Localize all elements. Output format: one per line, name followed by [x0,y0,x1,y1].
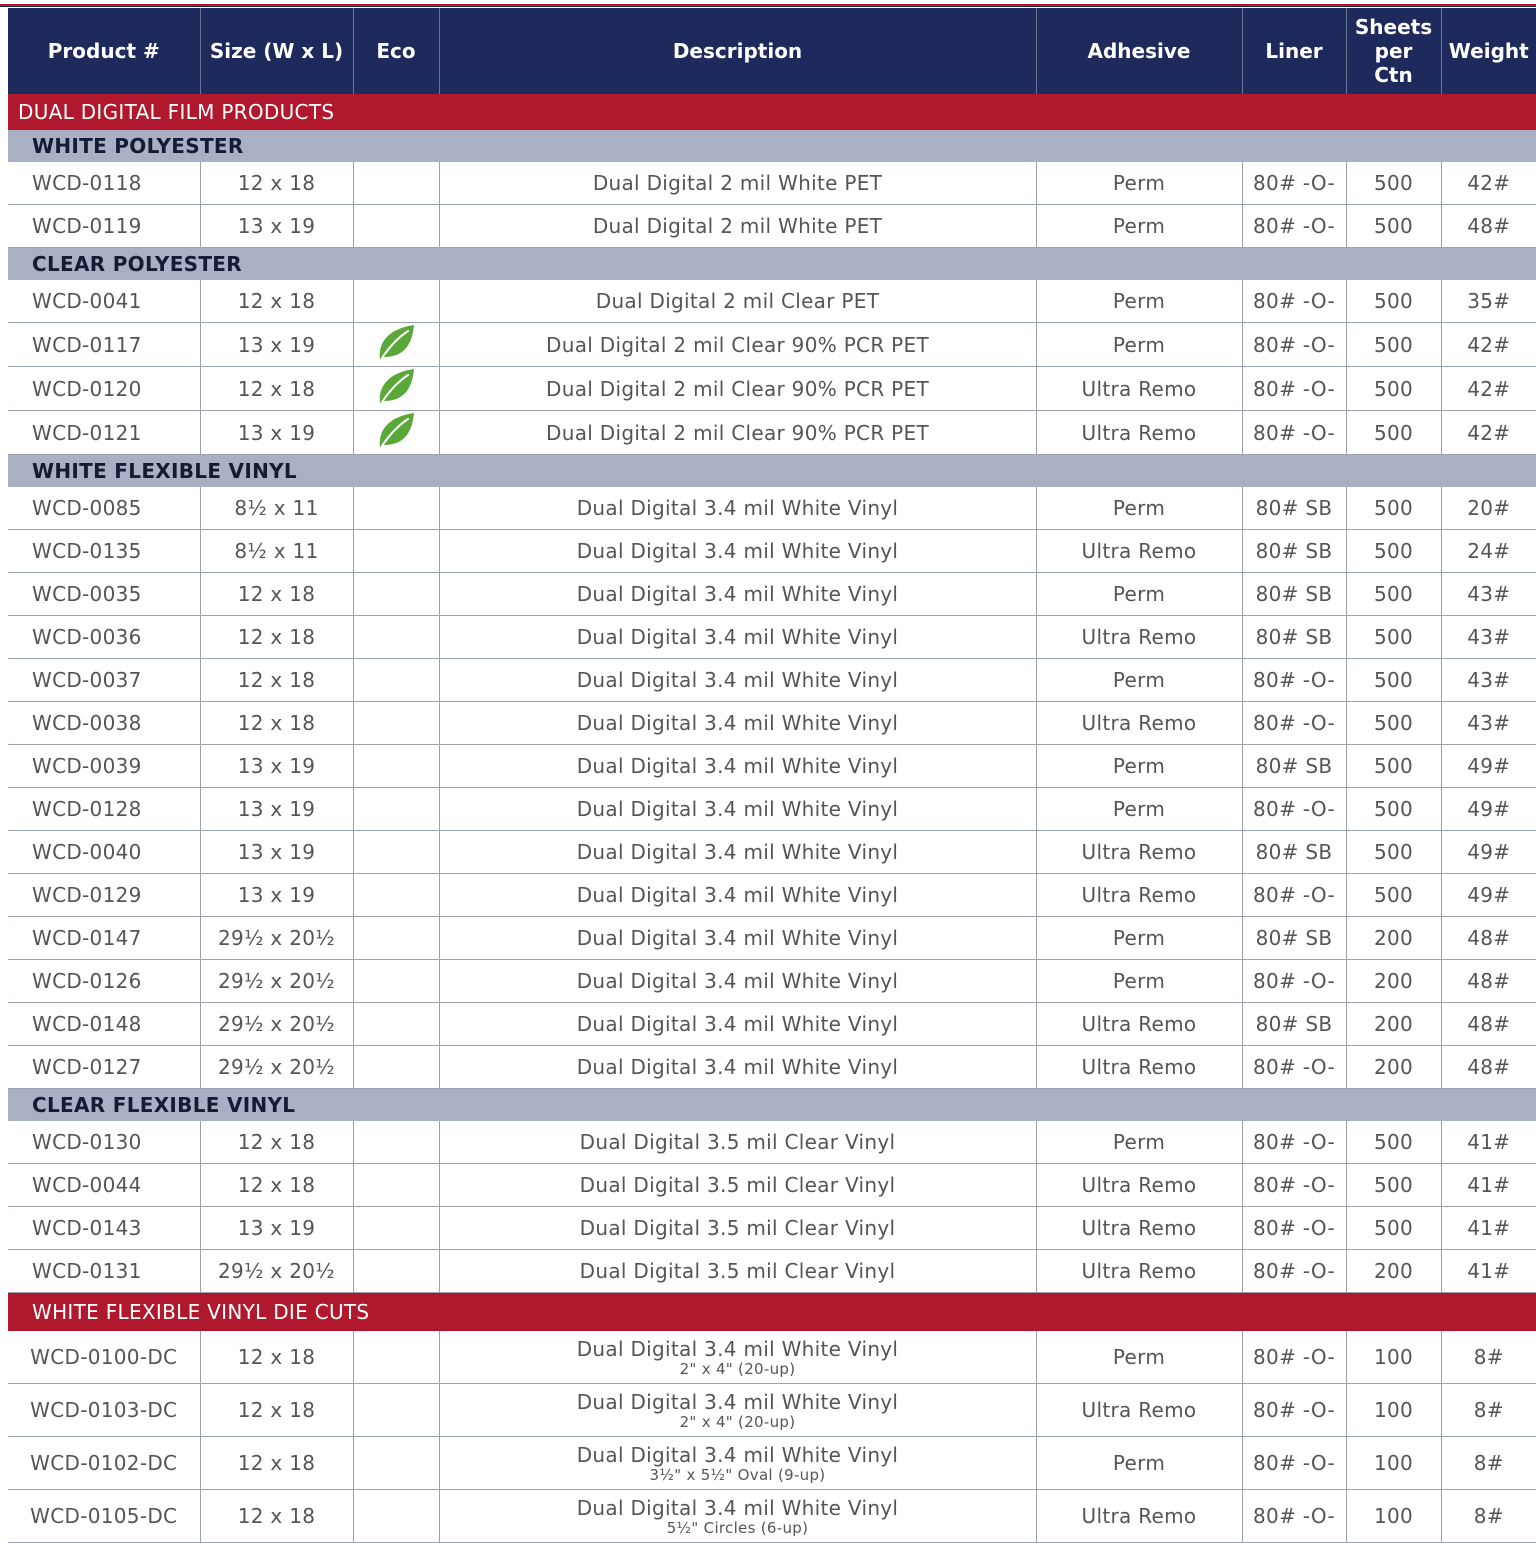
weight-cell: 48# [1441,205,1536,248]
size-cell: 29½ x 20½ [200,1046,353,1089]
description-main: Dual Digital 3.4 mil White Vinyl [576,1496,899,1520]
table-row [8,323,1536,367]
sheets-cell: 500 [1346,616,1441,659]
adhesive-cell: Perm [1036,573,1242,616]
subcategory-row [8,130,1536,162]
liner-cell: 80# SB [1242,616,1346,659]
sheets-cell: 500 [1346,1121,1441,1164]
product-cell: WCD-0100-DC [8,1331,200,1384]
adhesive-cell: Ultra Remo [1036,874,1242,917]
size-cell: 13 x 19 [200,411,353,455]
liner-cell: 80# -O- [1242,323,1346,367]
sheets-cell: 500 [1346,573,1441,616]
description-detail: 2" x 4" (20-up) [679,1413,796,1431]
description-cell: Dual Digital 3.4 mil White Vinyl [439,487,1036,530]
product-cell: WCD-0037 [8,659,200,702]
table-row [8,788,1536,831]
product-cell: WCD-0143 [8,1207,200,1250]
product-cell: WCD-0119 [8,205,200,248]
weight-cell: 24# [1441,530,1536,573]
liner-cell: 80# -O- [1242,1164,1346,1207]
table-row [8,411,1536,455]
table-row [8,573,1536,616]
weight-cell: 42# [1441,367,1536,411]
sheets-cell: 500 [1346,745,1441,788]
sheets-cell: 500 [1346,831,1441,874]
col-header-adhesive: Adhesive [1036,8,1242,94]
weight-cell: 49# [1441,874,1536,917]
eco-cell [353,874,439,917]
description-cell: Dual Digital 3.4 mil White Vinyl [439,788,1036,831]
adhesive-cell: Perm [1036,1437,1242,1490]
size-cell: 29½ x 20½ [200,1003,353,1046]
col-header-description: Description [439,8,1036,94]
description-main: Dual Digital 3.4 mil White Vinyl [576,1443,899,1467]
liner-cell: 80# -O- [1242,411,1346,455]
weight-cell: 20# [1441,487,1536,530]
eco-cell [353,323,439,367]
product-cell: WCD-0121 [8,411,200,455]
description-cell: Dual Digital 2 mil White PET [439,162,1036,205]
sheets-cell: 100 [1346,1437,1441,1490]
size-cell: 12 x 18 [200,162,353,205]
eco-cell [353,1164,439,1207]
table-row [8,1207,1536,1250]
weight-cell: 49# [1441,788,1536,831]
weight-cell: 41# [1441,1250,1536,1293]
product-cell: WCD-0130 [8,1121,200,1164]
liner-cell: 80# SB [1242,573,1346,616]
sheets-cell: 500 [1346,367,1441,411]
product-cell: WCD-0103-DC [8,1384,200,1437]
adhesive-cell: Perm [1036,205,1242,248]
eco-cell [353,1384,439,1437]
size-cell: 29½ x 20½ [200,917,353,960]
table-row [8,1164,1536,1207]
product-cell: WCD-0126 [8,960,200,1003]
liner-cell: 80# -O- [1242,1121,1346,1164]
category-row [8,1293,1536,1332]
size-cell: 12 x 18 [200,659,353,702]
liner-cell: 80# SB [1242,831,1346,874]
table-row [8,1121,1536,1164]
product-table [8,8,1536,1543]
col-header-weight: Weight [1441,8,1536,94]
eco-cell [353,1207,439,1250]
size-cell: 12 x 18 [200,1384,353,1437]
col-header-size: Size (W x L) [200,8,353,94]
size-cell: 12 x 18 [200,1490,353,1543]
table-row [8,702,1536,745]
description-cell [439,1331,1036,1384]
sheets-cell: 200 [1346,960,1441,1003]
table-row [8,745,1536,788]
product-cell: WCD-0044 [8,1164,200,1207]
liner-cell: 80# -O- [1242,1437,1346,1490]
weight-cell: 42# [1441,411,1536,455]
top-rule-blue [0,6,1536,7]
product-cell: WCD-0117 [8,323,200,367]
table-row [8,616,1536,659]
product-cell: WCD-0040 [8,831,200,874]
weight-cell: 48# [1441,960,1536,1003]
product-cell: WCD-0102-DC [8,1437,200,1490]
adhesive-cell: Perm [1036,659,1242,702]
liner-cell: 80# -O- [1242,1490,1346,1543]
table-header-row [8,8,1536,94]
size-cell: 12 x 18 [200,1437,353,1490]
adhesive-cell: Perm [1036,280,1242,323]
size-cell: 12 x 18 [200,280,353,323]
eco-cell [353,411,439,455]
product-cell: WCD-0147 [8,917,200,960]
col-header-eco: Eco [353,8,439,94]
subcategory-row [8,455,1536,488]
sheets-cell: 500 [1346,788,1441,831]
eco-cell [353,487,439,530]
description-main: Dual Digital 3.4 mil White Vinyl [576,1390,899,1414]
product-cell: WCD-0129 [8,874,200,917]
table-row [8,874,1536,917]
table-row [8,960,1536,1003]
adhesive-cell: Ultra Remo [1036,1207,1242,1250]
description-cell: Dual Digital 3.4 mil White Vinyl [439,960,1036,1003]
size-cell: 12 x 18 [200,1331,353,1384]
eco-cell [353,1437,439,1490]
adhesive-cell: Ultra Remo [1036,1490,1242,1543]
size-cell: 13 x 19 [200,323,353,367]
weight-cell: 8# [1441,1331,1536,1384]
size-cell: 13 x 19 [200,874,353,917]
product-cell: WCD-0041 [8,280,200,323]
table-row [8,1437,1536,1490]
adhesive-cell: Perm [1036,1331,1242,1384]
weight-cell: 43# [1441,573,1536,616]
description-cell: Dual Digital 3.4 mil White Vinyl [439,616,1036,659]
description-cell [439,1437,1036,1490]
liner-cell: 80# -O- [1242,1331,1346,1384]
weight-cell: 48# [1441,1003,1536,1046]
weight-cell: 48# [1441,917,1536,960]
description-detail: 2" x 4" (20-up) [679,1360,796,1378]
size-cell: 13 x 19 [200,831,353,874]
description-cell: Dual Digital 2 mil Clear PET [439,280,1036,323]
leaf-icon [376,367,416,410]
sheets-cell: 500 [1346,162,1441,205]
liner-cell: 80# -O- [1242,1046,1346,1089]
sheets-cell: 200 [1346,917,1441,960]
weight-cell: 43# [1441,702,1536,745]
weight-cell: 43# [1441,616,1536,659]
table-row [8,367,1536,411]
liner-cell: 80# SB [1242,745,1346,788]
col-header-product: Product # [8,8,200,94]
size-cell: 29½ x 20½ [200,960,353,1003]
weight-cell: 41# [1441,1121,1536,1164]
description-cell: Dual Digital 3.4 mil White Vinyl [439,702,1036,745]
liner-cell: 80# -O- [1242,1250,1346,1293]
description-cell: Dual Digital 3.4 mil White Vinyl [439,745,1036,788]
description-detail: 3½" x 5½" Oval (9-up) [649,1466,826,1484]
liner-cell: 80# -O- [1242,367,1346,411]
table-row [8,917,1536,960]
weight-cell: 48# [1441,1046,1536,1089]
product-cell: WCD-0085 [8,487,200,530]
adhesive-cell: Perm [1036,745,1242,788]
liner-cell: 80# -O- [1242,1384,1346,1437]
table-row [8,659,1536,702]
description-cell: Dual Digital 3.4 mil White Vinyl [439,917,1036,960]
size-cell: 12 x 18 [200,702,353,745]
eco-cell [353,280,439,323]
sheets-cell: 500 [1346,659,1441,702]
table-body [8,94,1536,1543]
eco-cell [353,1490,439,1543]
product-cell: WCD-0120 [8,367,200,411]
table-row [8,530,1536,573]
subcategory-label: WHITE POLYESTER [8,130,1536,162]
liner-cell: 80# -O- [1242,162,1346,205]
description-cell: Dual Digital 2 mil Clear 90% PCR PET [439,367,1036,411]
product-cell: WCD-0036 [8,616,200,659]
weight-cell: 42# [1441,162,1536,205]
product-cell: WCD-0039 [8,745,200,788]
product-cell: WCD-0035 [8,573,200,616]
table-row [8,1384,1536,1437]
description-cell: Dual Digital 2 mil White PET [439,205,1036,248]
description-cell: Dual Digital 3.4 mil White Vinyl [439,530,1036,573]
size-cell: 13 x 19 [200,745,353,788]
col-header-sheets: Sheets per Ctn [1346,8,1441,94]
adhesive-cell: Perm [1036,323,1242,367]
eco-cell [353,702,439,745]
col-header-liner: Liner [1242,8,1346,94]
liner-cell: 80# -O- [1242,702,1346,745]
size-cell: 13 x 19 [200,205,353,248]
size-cell: 8½ x 11 [200,487,353,530]
eco-cell [353,1046,439,1089]
description-cell: Dual Digital 3.5 mil Clear Vinyl [439,1207,1036,1250]
adhesive-cell: Ultra Remo [1036,1046,1242,1089]
table-row [8,487,1536,530]
adhesive-cell: Perm [1036,917,1242,960]
adhesive-cell: Perm [1036,788,1242,831]
subcategory-label: CLEAR POLYESTER [8,248,1536,281]
sheets-cell: 500 [1346,411,1441,455]
product-cell: WCD-0038 [8,702,200,745]
adhesive-cell: Perm [1036,162,1242,205]
size-cell: 12 x 18 [200,1164,353,1207]
eco-cell [353,831,439,874]
eco-cell [353,788,439,831]
size-cell: 12 x 18 [200,616,353,659]
liner-cell: 80# -O- [1242,960,1346,1003]
subcategory-row [8,1089,1536,1122]
size-cell: 13 x 19 [200,1207,353,1250]
description-cell: Dual Digital 3.5 mil Clear Vinyl [439,1164,1036,1207]
sheets-cell: 500 [1346,530,1441,573]
liner-cell: 80# SB [1242,487,1346,530]
sheets-cell: 100 [1346,1331,1441,1384]
sheets-cell: 500 [1346,323,1441,367]
table-row [8,1331,1536,1384]
adhesive-cell: Ultra Remo [1036,1003,1242,1046]
adhesive-cell: Ultra Remo [1036,530,1242,573]
description-main: Dual Digital 3.4 mil White Vinyl [576,1337,899,1361]
liner-cell: 80# -O- [1242,1207,1346,1250]
sheets-cell: 200 [1346,1046,1441,1089]
table-row [8,162,1536,205]
weight-cell: 42# [1441,323,1536,367]
eco-cell [353,530,439,573]
subcategory-row [8,248,1536,281]
weight-cell: 49# [1441,745,1536,788]
eco-cell [353,1331,439,1384]
adhesive-cell: Perm [1036,960,1242,1003]
eco-cell [353,1003,439,1046]
table-row [8,205,1536,248]
weight-cell: 41# [1441,1164,1536,1207]
eco-cell [353,659,439,702]
adhesive-cell: Ultra Remo [1036,411,1242,455]
description-cell: Dual Digital 3.5 mil Clear Vinyl [439,1121,1036,1164]
description-detail: 5½" Circles (6-up) [666,1519,809,1537]
sheets-cell: 500 [1346,205,1441,248]
product-cell: WCD-0127 [8,1046,200,1089]
size-cell: 12 x 18 [200,1121,353,1164]
eco-cell [353,1121,439,1164]
eco-cell [353,960,439,1003]
leaf-icon [376,323,416,366]
sheets-cell: 100 [1346,1490,1441,1543]
adhesive-cell: Ultra Remo [1036,1250,1242,1293]
description-cell: Dual Digital 3.4 mil White Vinyl [439,573,1036,616]
liner-cell: 80# -O- [1242,788,1346,831]
liner-cell: 80# SB [1242,530,1346,573]
size-cell: 29½ x 20½ [200,1250,353,1293]
weight-cell: 8# [1441,1437,1536,1490]
weight-cell: 8# [1441,1490,1536,1543]
sheets-cell: 200 [1346,1003,1441,1046]
sheets-cell: 100 [1346,1384,1441,1437]
adhesive-cell: Ultra Remo [1036,367,1242,411]
size-cell: 8½ x 11 [200,530,353,573]
product-cell: WCD-0135 [8,530,200,573]
eco-cell [353,917,439,960]
table-row [8,1490,1536,1543]
description-cell: Dual Digital 2 mil Clear 90% PCR PET [439,411,1036,455]
size-cell: 12 x 18 [200,573,353,616]
description-cell: Dual Digital 2 mil Clear 90% PCR PET [439,323,1036,367]
liner-cell: 80# SB [1242,1003,1346,1046]
sheets-cell: 500 [1346,1207,1441,1250]
table-row [8,831,1536,874]
description-cell: Dual Digital 3.4 mil White Vinyl [439,1046,1036,1089]
eco-cell [353,573,439,616]
eco-cell [353,745,439,788]
adhesive-cell: Perm [1036,487,1242,530]
description-cell: Dual Digital 3.4 mil White Vinyl [439,1003,1036,1046]
adhesive-cell: Ultra Remo [1036,616,1242,659]
product-cell: WCD-0128 [8,788,200,831]
description-cell: Dual Digital 3.4 mil White Vinyl [439,874,1036,917]
leaf-icon [376,411,416,454]
subcategory-label: CLEAR FLEXIBLE VINYL [8,1089,1536,1122]
size-cell: 12 x 18 [200,367,353,411]
size-cell: 13 x 19 [200,788,353,831]
weight-cell: 8# [1441,1384,1536,1437]
top-rule [0,0,1536,7]
weight-cell: 35# [1441,280,1536,323]
liner-cell: 80# -O- [1242,659,1346,702]
adhesive-cell: Ultra Remo [1036,702,1242,745]
product-cell: WCD-0105-DC [8,1490,200,1543]
sheets-cell: 500 [1346,487,1441,530]
sheets-cell: 500 [1346,1164,1441,1207]
liner-cell: 80# -O- [1242,874,1346,917]
liner-cell: 80# -O- [1242,205,1346,248]
product-cell: WCD-0118 [8,162,200,205]
liner-cell: 80# -O- [1242,280,1346,323]
eco-cell [353,162,439,205]
category-row [8,94,1536,130]
eco-cell [353,367,439,411]
table-row [8,1046,1536,1089]
description-cell [439,1490,1036,1543]
product-cell: WCD-0148 [8,1003,200,1046]
liner-cell: 80# SB [1242,917,1346,960]
eco-cell [353,616,439,659]
adhesive-cell: Ultra Remo [1036,1384,1242,1437]
adhesive-cell: Ultra Remo [1036,1164,1242,1207]
table-row [8,1003,1536,1046]
description-cell [439,1384,1036,1437]
sheets-cell: 200 [1346,1250,1441,1293]
adhesive-cell: Ultra Remo [1036,831,1242,874]
eco-cell [353,1250,439,1293]
category-label: WHITE FLEXIBLE VINYL DIE CUTS [8,1293,1536,1332]
eco-cell [353,205,439,248]
weight-cell: 41# [1441,1207,1536,1250]
adhesive-cell: Perm [1036,1121,1242,1164]
description-cell: Dual Digital 3.5 mil Clear Vinyl [439,1250,1036,1293]
subcategory-label: WHITE FLEXIBLE VINYL [8,455,1536,488]
product-cell: WCD-0131 [8,1250,200,1293]
description-cell: Dual Digital 3.4 mil White Vinyl [439,659,1036,702]
sheets-cell: 500 [1346,874,1441,917]
description-cell: Dual Digital 3.4 mil White Vinyl [439,831,1036,874]
table-row [8,280,1536,323]
category-label: DUAL DIGITAL FILM PRODUCTS [8,94,1536,130]
sheets-cell: 500 [1346,702,1441,745]
sheets-cell: 500 [1346,280,1441,323]
weight-cell: 43# [1441,659,1536,702]
weight-cell: 49# [1441,831,1536,874]
table-row [8,1250,1536,1293]
